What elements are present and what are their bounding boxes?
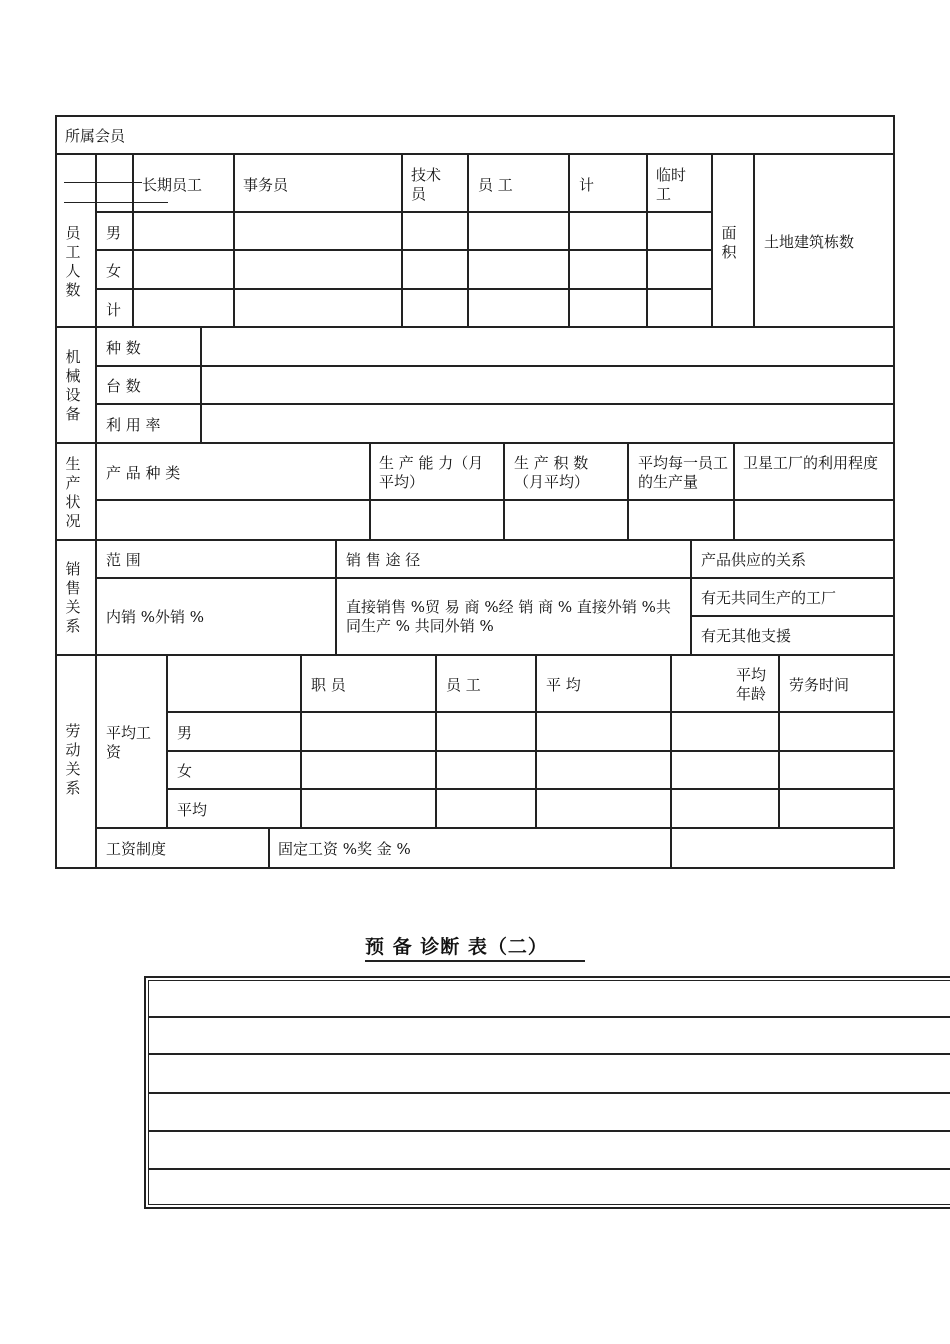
rule [535, 654, 537, 829]
rule [55, 654, 895, 656]
rule [778, 654, 780, 829]
land-buildings-label: 土地建筑栋数 [764, 233, 855, 251]
rule [627, 442, 629, 541]
rule [753, 153, 755, 328]
diagonal-rule [64, 202, 168, 203]
rule [711, 153, 713, 328]
labor-row-male: 男 [177, 724, 193, 742]
row-rule [148, 1092, 950, 1094]
output-per-employee-label: 平均每一员工的生产量 [638, 454, 729, 491]
machinery-kinds: 种 数 [106, 339, 141, 357]
production-capacity-label: 生 产 能 力（月平均） [379, 454, 484, 491]
rule [300, 654, 302, 829]
second-table-title: 预 备 诊断 表（二） [365, 932, 585, 962]
fixed-wage-bonus-label: 固定工资 %奖 金 % [278, 840, 411, 858]
machinery-utilization: 利 用 率 [106, 416, 161, 434]
rule [233, 153, 235, 328]
rule [95, 249, 713, 251]
avg-wage-label: 平均工资 [106, 724, 152, 761]
header-technician: 技术员 [411, 166, 442, 203]
rule [690, 615, 895, 617]
sales-range-label: 范 围 [106, 551, 141, 569]
rule [55, 153, 895, 155]
product-types-label: 产 品 种 类 [106, 464, 181, 482]
rule [467, 153, 469, 328]
labor-row-average: 平均 [177, 801, 208, 819]
diagnosis-form-table [55, 115, 895, 869]
satellite-factory-label: 卫星工厂的利用程度 [743, 454, 879, 472]
co-production-factory-label: 有无共同生产的工厂 [701, 589, 837, 607]
rule [166, 788, 895, 790]
header-average-age: 平均年龄 [736, 666, 767, 703]
rule [166, 711, 895, 713]
rule [200, 326, 202, 444]
direct-sales-label: 直接销售 %贸 易 商 %经 销 商 % 直接外销 %共同生产 % 共同外销 % [346, 598, 671, 635]
rule [335, 539, 337, 656]
rule [670, 654, 672, 869]
rule [646, 153, 648, 328]
rule [503, 442, 505, 541]
rule [55, 539, 895, 541]
employees-section-label: 员工人数 [65, 224, 81, 299]
header-clerk: 事务员 [243, 176, 289, 194]
labor-row-female: 女 [177, 762, 193, 780]
rule [95, 153, 97, 869]
rule [95, 499, 895, 501]
wage-system-label: 工资制度 [106, 840, 167, 858]
sales-section-label: 销售关系 [65, 560, 81, 635]
domestic-export-label: 内销 %外销 % [106, 608, 205, 626]
other-support-label: 有无其他支援 [701, 627, 792, 645]
rule [55, 326, 895, 328]
labor-section-label: 劳动关系 [65, 722, 81, 797]
sales-channel-label: 销 售 途 径 [346, 551, 421, 569]
member-label: 所属会员 [65, 127, 126, 145]
machinery-units: 台 数 [106, 377, 141, 395]
rule [166, 654, 168, 829]
production-volume-label: 生 产 积 数（月平均） [514, 454, 590, 491]
header-total: 计 [579, 176, 595, 194]
rule [268, 827, 270, 869]
rule [733, 442, 735, 541]
area-label: 面积 [721, 224, 737, 261]
rule [690, 539, 692, 656]
row-rule [148, 1168, 950, 1170]
rule [95, 827, 895, 829]
rule [95, 288, 713, 290]
rule [568, 153, 570, 328]
rule [95, 403, 895, 405]
rule [166, 750, 895, 752]
rule [55, 442, 895, 444]
header-worker: 员 工 [478, 176, 513, 194]
rule [401, 153, 403, 328]
header-average: 平 均 [546, 676, 581, 694]
row-rule [148, 1053, 950, 1055]
row-total: 计 [106, 301, 122, 319]
rule [690, 577, 895, 579]
machinery-section-label: 机械设备 [65, 348, 81, 423]
rule [435, 654, 437, 829]
header-work-hours: 劳务时间 [789, 676, 850, 694]
row-rule [148, 1130, 950, 1132]
rule [95, 577, 692, 579]
header-staff: 职 员 [311, 676, 346, 694]
row-rule [148, 1016, 950, 1018]
header-workers: 员 工 [446, 676, 481, 694]
header-long-term: 长期员工 [142, 176, 203, 194]
diagonal-rule [64, 182, 142, 183]
rule [95, 211, 713, 213]
production-section-label: 生产状况 [65, 455, 81, 530]
header-temporary: 临时工 [656, 166, 687, 203]
rule [132, 153, 134, 328]
supply-relation-label: 产品供应的关系 [701, 551, 807, 569]
row-male: 男 [106, 224, 122, 242]
rule [369, 442, 371, 541]
row-female: 女 [106, 262, 122, 280]
rule [95, 365, 895, 367]
